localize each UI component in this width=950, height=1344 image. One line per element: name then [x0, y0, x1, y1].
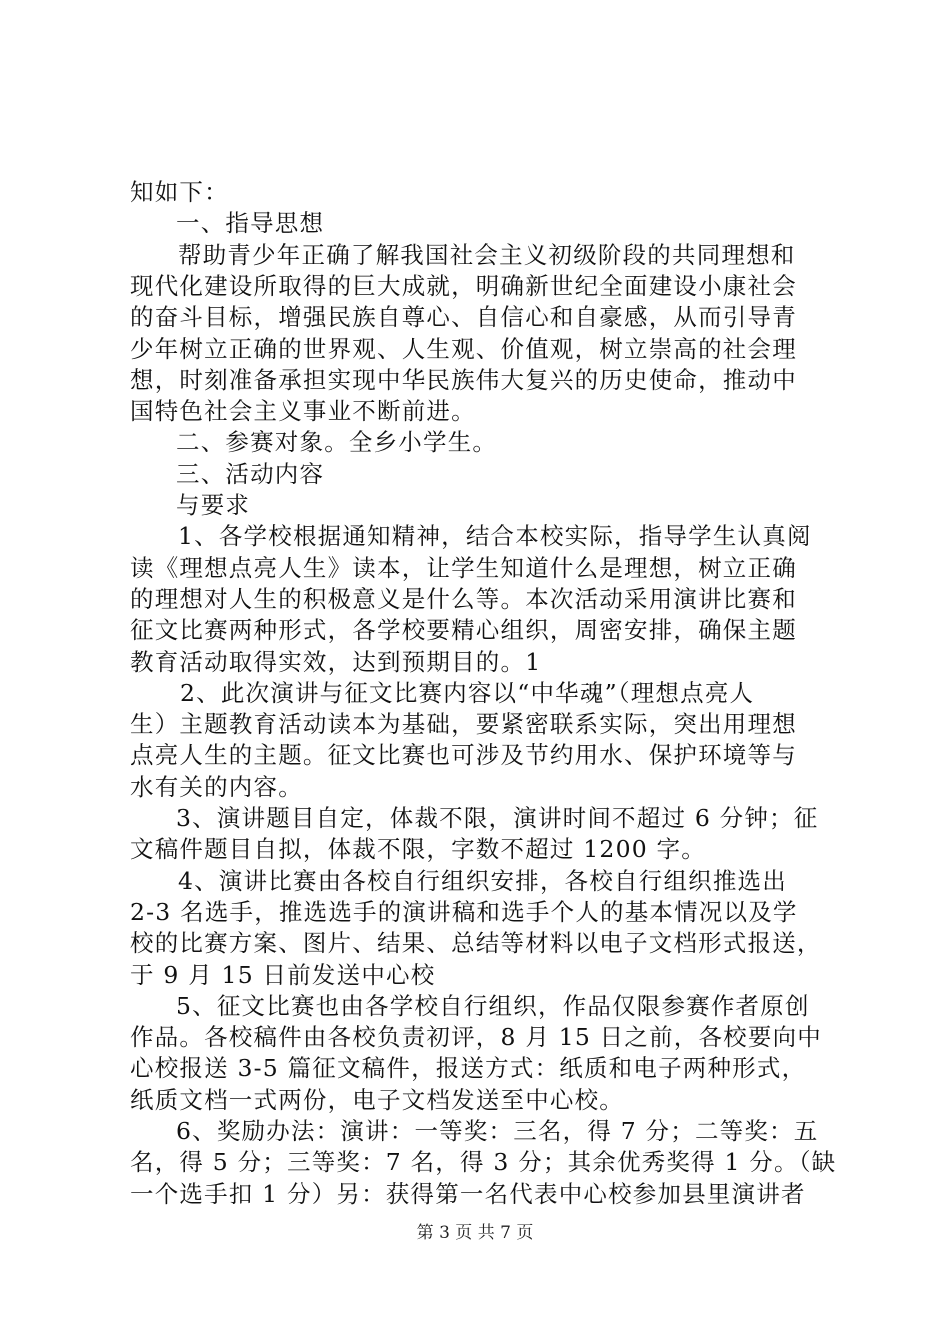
paragraph-line: 文稿件题目自拟，体裁不限，字数不超过 1200 字。: [130, 835, 706, 864]
paragraph-line: 的理想对人生的积极意义是什么等。本次活动采用演讲比赛和: [130, 584, 797, 613]
paragraph-line: 6、奖励办法：演讲：一等奖：三名，得 7 分；二等奖：五: [176, 1117, 819, 1145]
paragraph-line: 国特色社会主义事业不断前进。: [130, 397, 476, 426]
paragraph-line: 想，时刻准备承担实现中华民族伟大复兴的历史使命，推动中: [130, 365, 797, 394]
paragraph-line: 现代化建设所取得的巨大成就，明确新世纪全面建设小康社会: [130, 271, 797, 300]
paragraph-line: 生）主题教育活动读本为基础，要紧密联系实际，突出用理想: [130, 710, 797, 739]
section-heading: 二、参赛对象。全乡小学生。: [176, 428, 498, 457]
paragraph-line: 纸质文档一式两份，电子文档发送至中心校。: [130, 1085, 624, 1114]
paragraph-line: 5、征文比赛也由各学校自行组织，作品仅限参赛作者原创: [176, 991, 810, 1020]
paragraph-line: 征文比赛两种形式，各学校要精心组织，周密安排，确保主题: [130, 616, 797, 645]
paragraph-line: 点亮人生的主题。征文比赛也可涉及节约用水、保护环境等与: [130, 741, 797, 770]
section-heading: 与要求: [176, 491, 251, 519]
paragraph-line: 1、各学校根据通知精神，结合本校实际，指导学生认真阅: [178, 522, 812, 551]
paragraph-line: 知如下：: [130, 178, 229, 206]
paragraph-line: 作品。各校稿件由各校负责初评，8 月 15 日之前，各校要向中: [130, 1023, 822, 1052]
section-heading: 三、活动内容: [176, 459, 325, 488]
paragraph-line: 校的比赛方案、图片、结果、总结等材料以电子文档形式报送，: [130, 929, 822, 958]
paragraph-line: 的奋斗目标，增强民族自尊心、自信心和自豪感，从而引导青: [130, 303, 797, 332]
paragraph-line: 3、演讲题目自定，体裁不限，演讲时间不超过 6 分钟；征: [176, 804, 819, 832]
paragraph-line: 教育活动取得实效，达到预期目的。1: [130, 647, 542, 676]
paragraph-line: 2、此次演讲与征文比赛内容以“中华魂”（理想点亮人: [180, 678, 755, 707]
paragraph-line: 于 9 月 15 日前发送中心校: [130, 960, 436, 989]
paragraph-line: 4、演讲比赛由各校自行组织安排，各校自行组织推选出: [178, 866, 787, 895]
section-heading: 一、指导思想: [176, 209, 325, 238]
paragraph-line: 读《理想点亮人生》读本，让学生知道什么是理想，树立正确: [130, 553, 797, 582]
paragraph-line: 一个选手扣 1 分）另：获得第一名代表中心校参加县里演讲者: [130, 1179, 806, 1208]
page-number-footer: 第 3 页 共 7 页: [416, 1223, 534, 1243]
paragraph-line: 少年树立正确的世界观、人生观、价值观，树立崇高的社会理: [130, 334, 797, 363]
paragraph-line: 2-3 名选手，推选选手的演讲稿和选手个人的基本情况以及学: [130, 897, 798, 926]
paragraph-line: 心校报送 3-5 篇征文稿件，报送方式：纸质和电子两种形式，: [130, 1054, 807, 1083]
paragraph-line: 名，得 5 分；三等奖：7 名，得 3 分；其余优秀奖得 1 分。（缺: [130, 1148, 837, 1177]
paragraph-line: 水有关的内容。: [130, 772, 303, 801]
paragraph-line: 帮助青少年正确了解我国社会主义初级阶段的共同理想和: [178, 240, 796, 269]
